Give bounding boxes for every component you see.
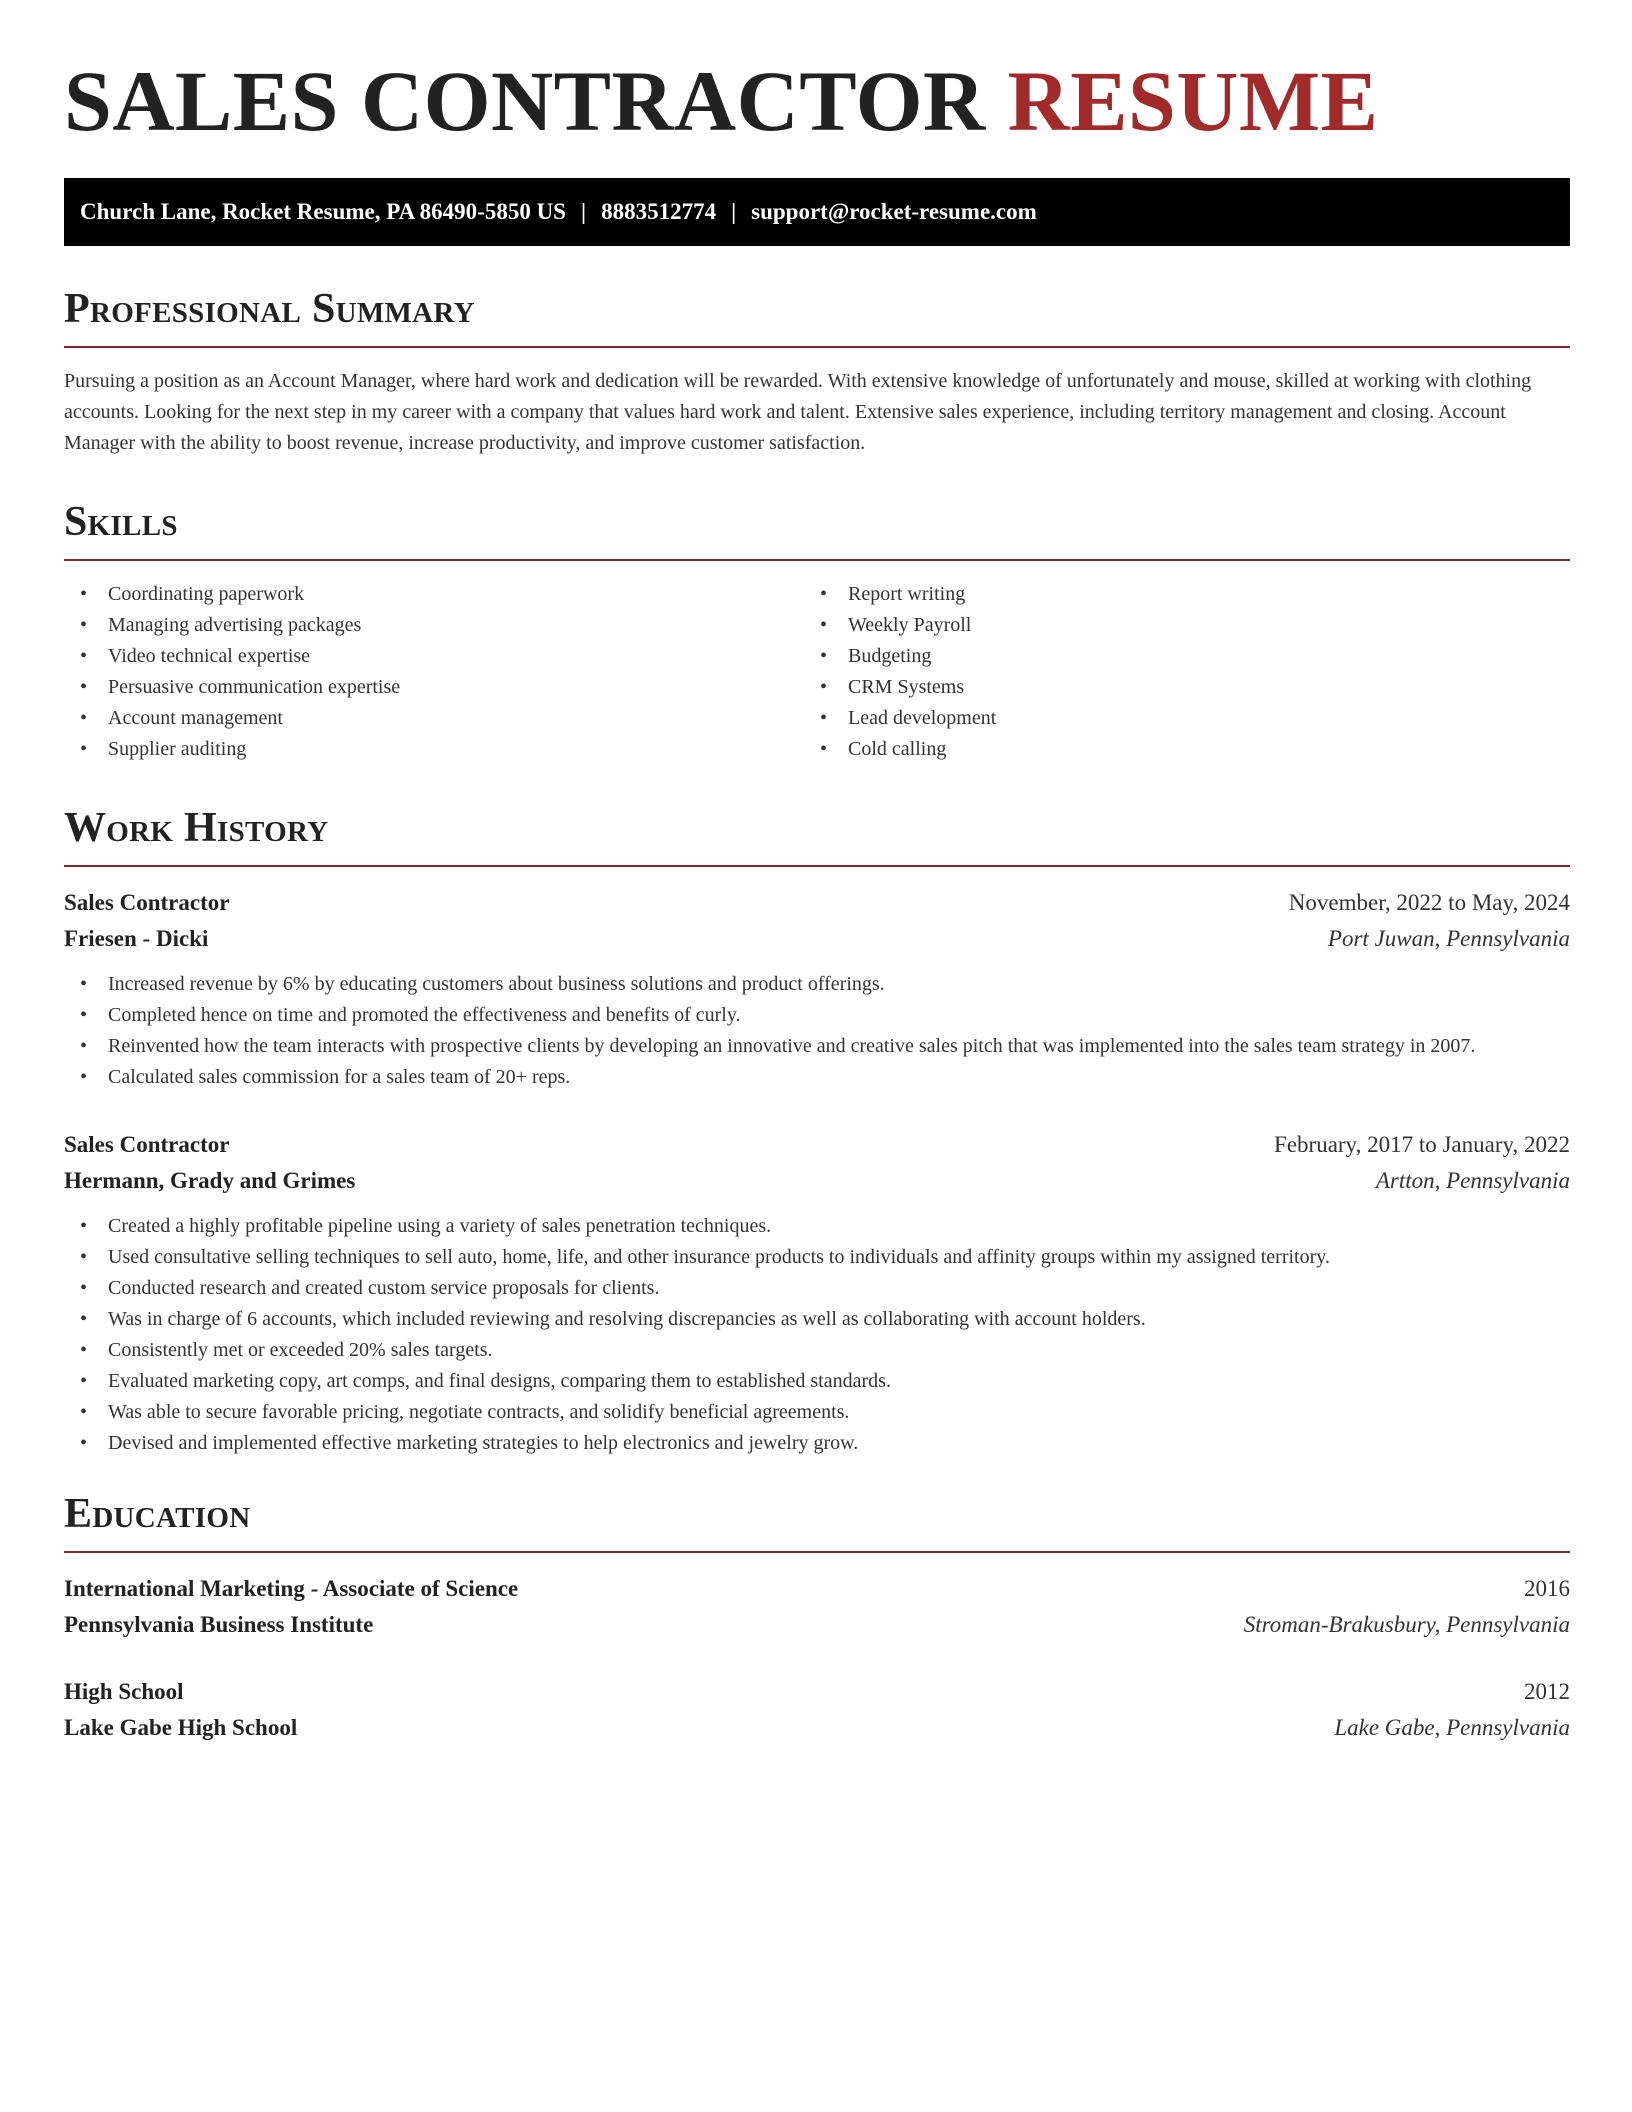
title-main: SALES CONTRACTOR (64, 53, 986, 149)
skill-item: • Budgeting (804, 641, 1544, 672)
job-bullets (64, 1211, 1570, 1459)
skill-item: • Weekly Payroll (804, 610, 1544, 641)
job-header-row (64, 1127, 1570, 1163)
contact-bar (64, 178, 1570, 246)
title-accent: RESUME (1007, 53, 1379, 149)
job-location: Artton, Pennsylvania (1375, 1168, 1570, 1193)
job-location: Port Juwan, Pennsylvania (1327, 926, 1570, 951)
education-location: Stroman-Brakusbury, Pennsylvania (1243, 1612, 1570, 1637)
skills-list-right (804, 579, 1544, 765)
skills-columns (64, 579, 1570, 765)
skill-item: • Coordinating paperwork (64, 579, 804, 610)
resume-content (64, 53, 1570, 1777)
job-entry (64, 885, 1570, 1093)
education-year: 2016 (1524, 1576, 1570, 1601)
contact-separator: | (731, 199, 737, 224)
job-bullets (64, 969, 1570, 1093)
education-entry (64, 1571, 1570, 1643)
job-company: Friesen - Dicki (64, 926, 209, 951)
job-bullet: • Completed hence on time and promoted the effectiveness and benefits of curly. (64, 1000, 1570, 1031)
job-bullet: • Evaluated marketing copy, art comps, and final designs, comparing them to established standards. (64, 1366, 1570, 1397)
job-bullet: • Calculated sales commission for a sales team of 20+ reps. (64, 1062, 1570, 1093)
job-bullet: • Consistently met or exceeded 20% sales targets. (64, 1335, 1570, 1366)
skill-item: • Managing advertising packages (64, 610, 804, 641)
education-school: Lake Gabe High School (64, 1715, 298, 1740)
job-bullet: • Was in charge of 6 accounts, which included reviewing and resolving discrepancies as well as collaborating with account holders. (64, 1304, 1570, 1335)
job-dates: November, 2022 to May, 2024 (1288, 890, 1570, 915)
section-divider (64, 346, 1570, 348)
job-company: Hermann, Grady and Grimes (64, 1168, 356, 1193)
contact-phone[interactable]: 8883512774 (601, 199, 717, 224)
skill-item: • Cold calling (804, 734, 1544, 765)
job-header-row (64, 885, 1570, 921)
skills-list-left (64, 579, 804, 765)
education-location: Lake Gabe, Pennsylvania (1334, 1715, 1570, 1740)
education-degree-row (64, 1674, 1570, 1710)
skill-item: • CRM Systems (804, 672, 1544, 703)
education-degree: High School (64, 1679, 184, 1704)
job-bullet: • Increased revenue by 6% by educating customers about business solutions and product offerings. (64, 969, 1570, 1000)
education-school-row (64, 1710, 1570, 1746)
job-bullet: • Used consultative selling techniques to sell auto, home, life, and other insurance products to individuals and affinity groups within my assigned territory. (64, 1242, 1570, 1273)
skills-heading: Skills (64, 499, 178, 545)
skill-item: • Lead development (804, 703, 1544, 734)
job-dates: February, 2017 to January, 2022 (1274, 1132, 1570, 1157)
job-bullet: • Was able to secure favorable pricing, negotiate contracts, and solidify beneficial agreements. (64, 1397, 1570, 1428)
job-company-row (64, 1163, 1570, 1199)
education-degree-row (64, 1571, 1570, 1607)
work-history-section (64, 807, 1570, 1459)
contact-address: Church Lane, Rocket Resume, PA 86490-5850 US (80, 199, 566, 224)
skill-item: • Account management (64, 703, 804, 734)
summary-text: Pursuing a position as an Account Manager, where hard work and dedication will be rewarded. With extensive knowledge of unfortunately and mouse, skilled at working with clothing accounts. Looking for the next step in my career with a company that values hard work and talent. Extensive sales experience, including territory management and closing. Account Manager with the ability to boost revenue, increase productivity, and improve customer satisfaction. (64, 370, 1532, 454)
education-year: 2012 (1524, 1679, 1570, 1704)
job-bullet: • Conducted research and created custom service proposals for clients. (64, 1273, 1570, 1304)
skill-item: • Persuasive communication expertise (64, 672, 804, 703)
job-entry (64, 1127, 1570, 1459)
work-history-heading: Work History (64, 805, 329, 851)
resume-title (64, 53, 1570, 149)
education-section (64, 1493, 1570, 1746)
section-divider (64, 559, 1570, 561)
job-bullet: • Created a highly profitable pipeline using a variety of sales penetration techniques. (64, 1211, 1570, 1242)
skill-item: • Supplier auditing (64, 734, 804, 765)
education-degree: International Marketing - Associate of Science (64, 1576, 519, 1601)
education-entry (64, 1674, 1570, 1746)
education-school: Pennsylvania Business Institute (64, 1612, 374, 1637)
skill-item: • Report writing (804, 579, 1544, 610)
education-school-row (64, 1607, 1570, 1643)
job-bullet: • Reinvented how the team interacts with prospective clients by developing an innovative and creative sales pitch that was implemented into the sales team strategy in 2007. (64, 1031, 1570, 1062)
job-bullet: • Devised and implemented effective marketing strategies to help electronics and jewelry grow. (64, 1428, 1570, 1459)
contact-separator: | (580, 199, 587, 224)
section-divider (64, 1551, 1570, 1553)
section-divider (64, 865, 1570, 867)
summary-section (64, 288, 1570, 459)
contact-email[interactable]: support@rocket-resume.com (751, 199, 1037, 224)
job-role: Sales Contractor (64, 890, 230, 915)
summary-heading: Professional Summary (64, 286, 475, 332)
job-company-row (64, 921, 1570, 957)
skills-section (64, 501, 1570, 765)
education-heading: Education (64, 1491, 251, 1537)
skill-item: • Video technical expertise (64, 641, 804, 672)
job-role: Sales Contractor (64, 1132, 230, 1157)
